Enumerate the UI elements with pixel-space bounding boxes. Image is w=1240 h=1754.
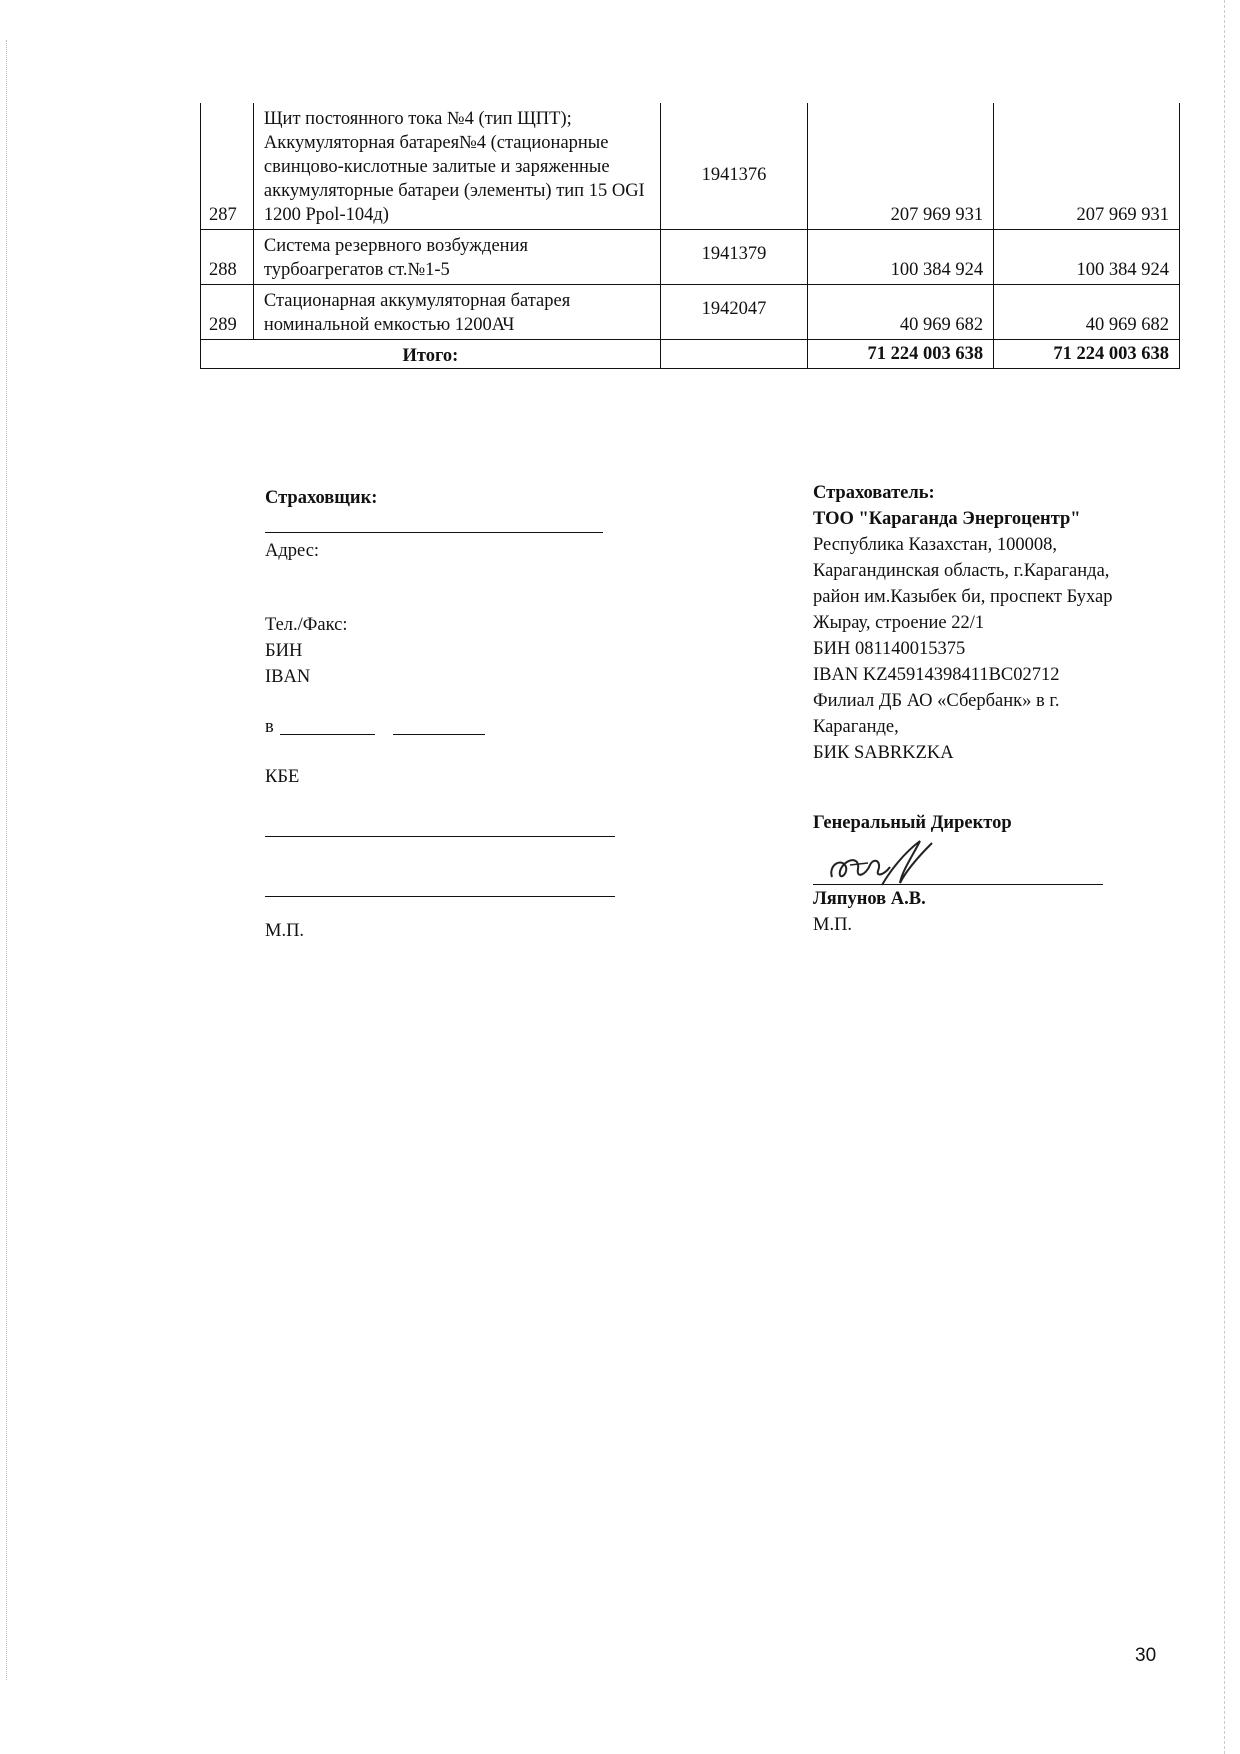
insured-position: Генеральный Директор bbox=[813, 813, 1012, 833]
insurer-bank-line-1 bbox=[280, 734, 375, 735]
item-amount: 100 384 924 bbox=[808, 230, 994, 285]
row-number: 288 bbox=[201, 230, 254, 285]
insured-signatory: Ляпунов А.В. bbox=[813, 889, 926, 909]
insurer-bank-label: в bbox=[265, 717, 274, 737]
item-name: Система резервного возбуждения турбоагрегатов ст.№1-5 bbox=[253, 230, 660, 285]
insurer-title: Страховщик: bbox=[265, 488, 378, 508]
item-amount-total: 100 384 924 bbox=[994, 230, 1180, 285]
insured-address-line: район им.Казыбек би, проспект Бухар bbox=[813, 587, 1113, 607]
insured-address-line: Жырау, строение 22/1 bbox=[813, 613, 985, 633]
insured-bank-line: Караганде, bbox=[813, 717, 899, 737]
total-amount-2: 71 224 003 638 bbox=[994, 340, 1180, 369]
item-amount-total: 207 969 931 bbox=[994, 103, 1180, 230]
item-amount: 40 969 682 bbox=[808, 285, 994, 340]
insurer-signature-line-2 bbox=[265, 896, 615, 897]
insurer-iban-label: IBAN bbox=[265, 667, 311, 687]
items-table bbox=[200, 103, 1180, 369]
insurer-bin-label: БИН bbox=[265, 641, 303, 661]
insured-bik: БИК SABRKZKA bbox=[813, 743, 954, 763]
page-number: 30 bbox=[1135, 1645, 1157, 1666]
insurer-bank-line-2 bbox=[393, 734, 485, 735]
insured-iban: IBAN KZ45914398411BC02712 bbox=[813, 665, 1060, 685]
insured-company: ТОО "Караганда Энергоцентр" bbox=[813, 509, 1081, 529]
item-amount: 207 969 931 bbox=[808, 103, 994, 230]
row-number: 287 bbox=[201, 103, 254, 230]
insurer-kbe-label: КБЕ bbox=[265, 767, 300, 787]
row-number: 289 bbox=[201, 285, 254, 340]
table-row bbox=[201, 230, 1180, 285]
insured-address-line: Карагандинская область, г.Караганда, bbox=[813, 561, 1110, 581]
scan-edge-left bbox=[6, 40, 8, 1680]
insurer-signature-line-1 bbox=[265, 836, 615, 837]
item-amount-total: 40 969 682 bbox=[994, 285, 1180, 340]
item-name: Стационарная аккумуляторная батарея номинальной емкостью 1200АЧ bbox=[253, 285, 660, 340]
insured-bin: БИН 081140015375 bbox=[813, 639, 966, 659]
insurer-stamp: М.П. bbox=[265, 921, 305, 941]
item-code: 1941376 bbox=[660, 103, 807, 230]
insured-address-line: Республика Казахстан, 100008, bbox=[813, 535, 1058, 555]
total-code-empty bbox=[660, 340, 807, 369]
item-code: 1942047 bbox=[660, 285, 807, 340]
total-amount: 71 224 003 638 bbox=[808, 340, 994, 369]
insurer-phone-label: Тел./Факс: bbox=[265, 615, 348, 635]
table-row bbox=[201, 285, 1180, 340]
table-row bbox=[201, 103, 1180, 230]
total-label: Итого: bbox=[201, 340, 661, 369]
item-code: 1941379 bbox=[660, 230, 807, 285]
insured-title: Страхователь: bbox=[813, 483, 935, 503]
insured-bank-line: Филиал ДБ АО «Сбербанк» в г. bbox=[813, 691, 1060, 711]
insurer-name-line bbox=[265, 532, 603, 533]
scan-edge-right bbox=[1224, 0, 1226, 1754]
insured-stamp: М.П. bbox=[813, 915, 853, 935]
insurer-address-label: Адрес: bbox=[265, 541, 320, 561]
item-name: Щит постоянного тока №4 (тип ЩПТ); Аккумуляторная батарея№4 (стационарные свинцово-кислотные залитые и заряженные аккумуляторные батареи (элементы) тип 15 OGI 1200 Ppol-104д) bbox=[253, 103, 660, 230]
total-row bbox=[201, 340, 1180, 369]
